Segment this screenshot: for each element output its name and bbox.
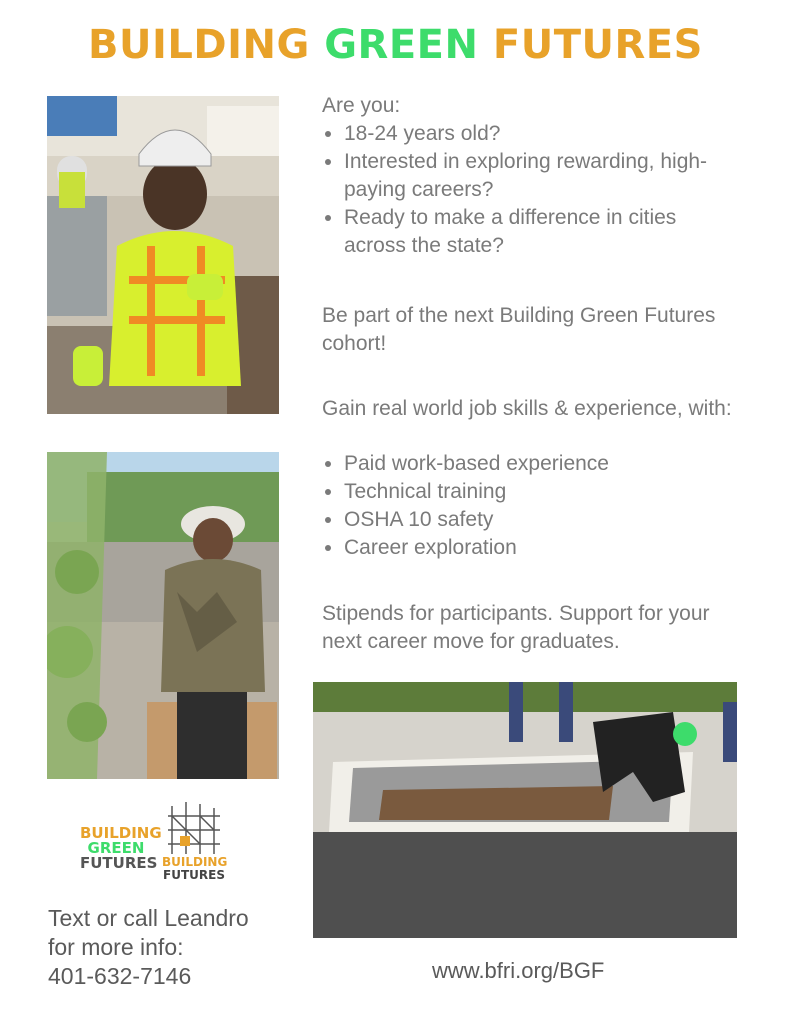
gain-heading: Gain real world job skills & experience, with:	[322, 397, 732, 420]
scaffold-icon	[162, 800, 226, 856]
logo-line: BUILDING	[80, 824, 162, 842]
gain-list	[322, 450, 742, 562]
gain-item: • Paid work-based experience	[344, 450, 742, 478]
building-green-futures-logo	[80, 824, 162, 872]
contact-line: Text or call Leandro	[48, 905, 249, 931]
intro-bullet: • Ready to make a difference in cities across the state?	[344, 204, 742, 260]
building-futures-logo	[162, 800, 226, 886]
intro-question: Are you:	[322, 94, 401, 117]
stipend-text: Stipends for participants. Support for your next career move for graduates.	[322, 602, 710, 653]
contact-phone: 401-632-7146	[48, 963, 192, 989]
website-link[interactable]: www.bfri.org/BGF	[432, 958, 605, 983]
photo-worker-safety-vest	[47, 96, 279, 414]
gain-list-section	[322, 450, 742, 562]
logo-line: BUILDING	[162, 855, 228, 869]
logo-line: GREEN	[87, 839, 145, 857]
title-word-futures: FUTURES	[492, 22, 703, 68]
photo-planter-construction	[313, 682, 737, 938]
page-title	[0, 22, 791, 68]
intro-bullet: • Interested in exploring rewarding, high-paying careers?	[344, 148, 742, 204]
logo-line: FUTURES	[80, 854, 158, 872]
logo-line: FUTURES	[163, 868, 225, 882]
logo2-caption	[162, 856, 226, 882]
photo-person-planting-tree	[47, 452, 279, 779]
title-word-green: GREEN	[324, 22, 479, 68]
contact-line: for more info:	[48, 934, 184, 960]
gain-item: • OSHA 10 safety	[344, 506, 742, 534]
gain-item: • Career exploration	[344, 534, 742, 562]
intro-section	[322, 92, 742, 260]
gain-item: • Technical training	[344, 478, 742, 506]
intro-bullet: • 18-24 years old?	[344, 120, 742, 148]
intro-bullet-list	[322, 120, 742, 260]
title-word-building: BUILDING	[88, 22, 310, 68]
contact-info	[48, 904, 328, 991]
join-cohort-text: Be part of the next Building Green Futures cohort!	[322, 304, 716, 355]
